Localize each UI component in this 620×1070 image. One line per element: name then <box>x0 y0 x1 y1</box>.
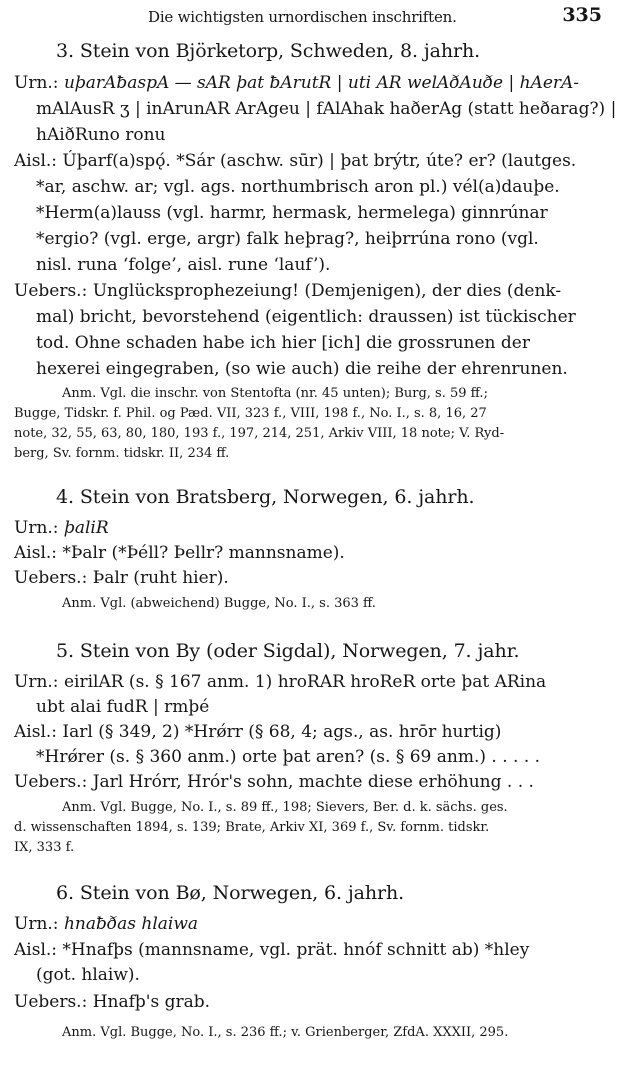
s3-uebers-line-2: mal) bricht, bevorstehend (eigentlich: draussen) ist tückischer <box>36 307 576 327</box>
s4-urn-label: Urn.: <box>14 518 59 538</box>
s4-urn-text-1: þaliR <box>63 518 109 538</box>
s6-aisl-line-1 <box>14 938 609 962</box>
s3-urn-line-1 <box>14 71 609 95</box>
s5-aisl-label: Aisl.: <box>14 722 58 742</box>
s3-urn-line-2: mAlAusR ʒ | inArunAR ArAgeu | fAlAhak haðerAg (statt heðarag?) | <box>36 99 617 119</box>
section-5-heading: 5. Stein von By (oder Sigdal), Norwegen, 7. jahr. <box>56 640 520 662</box>
s6-uebers-label: Uebers.: <box>14 992 88 1012</box>
s4-aisl-label: Aisl.: <box>14 543 58 563</box>
s5-note-line-1: Anm. Vgl. Bugge, No. I., s. 89 ff., 198; Sievers, Ber. d. k. sächs. ges. <box>62 800 508 815</box>
page-number: 335 <box>562 4 602 26</box>
s6-urn-label: Urn.: <box>14 914 59 934</box>
s6-aisl-line-2: (got. hlaiw). <box>36 965 140 985</box>
s3-aisl-line-5: nisl. runa ‘folge’, aisl. rune ‘lauf’). <box>36 255 331 275</box>
s4-aisl-line-1 <box>14 541 609 565</box>
s3-uebers-line-1 <box>14 279 609 303</box>
s3-aisl-line-2: *ar, aschw. ar; vgl. ags. northumbrisch aron pl.) vél(a)dauþe. <box>36 177 560 197</box>
s5-note-line-3: IX, 333 f. <box>14 840 75 855</box>
s6-uebers-text-1: Hnafþ's grab. <box>92 992 211 1012</box>
s3-urn-text-1: uþarAƀaspA — sAR þat ƀArutR | uti AR welAðAuðe | hAerA- <box>63 73 580 93</box>
s5-uebers-line-1 <box>14 770 609 794</box>
s5-note-line-2: d. wissenschaften 1894, s. 139; Brate, Arkiv XI, 369 f., Sv. fornm. tidskr. <box>14 820 490 835</box>
s4-aisl-text-1: *Þalr (*Þéll? Þellr? mannsname). <box>62 543 345 563</box>
section-4-heading: 4. Stein von Bratsberg, Norwegen, 6. jahrh. <box>56 486 475 508</box>
s3-uebers-text-1: Unglücksprophezeiung! (Demjenigen), der dies (denk- <box>92 281 562 301</box>
s6-aisl-label: Aisl.: <box>14 940 58 960</box>
section-3-heading: 3. Stein von Björketorp, Schweden, 8. jahrh. <box>56 40 481 62</box>
s3-aisl-text-1: Úþarf(a)spǫ́. *Sár (aschw. sūr) | þat brýtr, úte? er? (lautges. <box>62 151 577 171</box>
s6-note-line-1: Anm. Vgl. Bugge, No. I., s. 236 ff.; v. Grienberger, ZfdA. XXXII, 295. <box>62 1025 509 1040</box>
running-title: Die wichtigsten urnordischen inschriften. <box>148 8 457 26</box>
s5-aisl-line-1 <box>14 720 609 744</box>
s3-note-line-4: berg, Sv. fornm. tidskr. II, 234 ff. <box>14 446 230 461</box>
s6-aisl-text-1: *Hnafþs (mannsname, vgl. prät. hnóf schnitt ab) *hley <box>62 940 530 960</box>
s6-urn-text-1: hnaƀðas hlaiwa <box>63 914 199 934</box>
s3-urn-label: Urn.: <box>14 73 59 93</box>
s3-uebers-label: Uebers.: <box>14 281 88 301</box>
s3-note-line-2: Bugge, Tidskr. f. Phil. og Pæd. VII, 323 f., VIII, 198 f., No. I., s. 8, 16, 27 <box>14 406 487 421</box>
s5-aisl-line-2: *Hrǿrer (s. § 360 anm.) orte þat aren? (s. § 69 anm.) . . . . . <box>36 747 541 767</box>
s4-note-line-1: Anm. Vgl. (abweichend) Bugge, No. I., s. 363 ff. <box>62 596 376 611</box>
s3-uebers-line-4: hexerei eingegraben, (so wie auch) die reihe der ehrenrunen. <box>36 359 568 379</box>
s4-urn-line-1 <box>14 516 609 540</box>
s3-aisl-label: Aisl.: <box>14 151 58 171</box>
s5-uebers-text-1: Jarl Hrórr, Hrór's sohn, machte diese erhöhung . . . <box>92 772 534 792</box>
s3-urn-line-3: hAiðRuno ronu <box>36 125 166 145</box>
s6-uebers-line-1 <box>14 990 609 1014</box>
s6-urn-line-1 <box>14 912 609 936</box>
s3-note-line-3: note, 32, 55, 63, 80, 180, 193 f., 197, 214, 251, Arkiv VIII, 18 note; V. Ryd- <box>14 426 505 441</box>
s5-urn-line-2: ubt alai fudR | rmþé <box>36 697 210 717</box>
running-head <box>0 4 620 30</box>
s4-uebers-text-1: Þalr (ruht hier). <box>92 568 229 588</box>
s3-uebers-line-3: tod. Ohne schaden habe ich hier [ich] die grossrunen der <box>36 333 530 353</box>
s3-aisl-line-1 <box>14 149 609 173</box>
s3-aisl-line-3: *Herm(a)lauss (vgl. harmr, hermask, hermelega) ginnrúnar <box>36 203 548 223</box>
s5-urn-text-1: eirilAR (s. § 167 anm. 1) hroRAR hroReR orte þat ARina <box>63 672 547 692</box>
s4-uebers-label: Uebers.: <box>14 568 88 588</box>
s5-uebers-label: Uebers.: <box>14 772 88 792</box>
s5-urn-line-1 <box>14 670 609 694</box>
s5-urn-label: Urn.: <box>14 672 59 692</box>
s3-note-line-1: Anm. Vgl. die inschr. von Stentofta (nr. 45 unten); Burg, s. 59 ff.; <box>62 386 488 401</box>
s4-uebers-line-1 <box>14 566 609 590</box>
s5-aisl-text-1: Iarl (§ 349, 2) *Hrǿrr (§ 68, 4; ags., as. hrōr hurtig) <box>62 722 502 742</box>
section-6-heading: 6. Stein von Bø, Norwegen, 6. jahrh. <box>56 882 405 904</box>
s3-aisl-line-4: *ergio? (vgl. erge, argr) falk heþrag?, heiþrrúna rono (vgl. <box>36 229 539 249</box>
